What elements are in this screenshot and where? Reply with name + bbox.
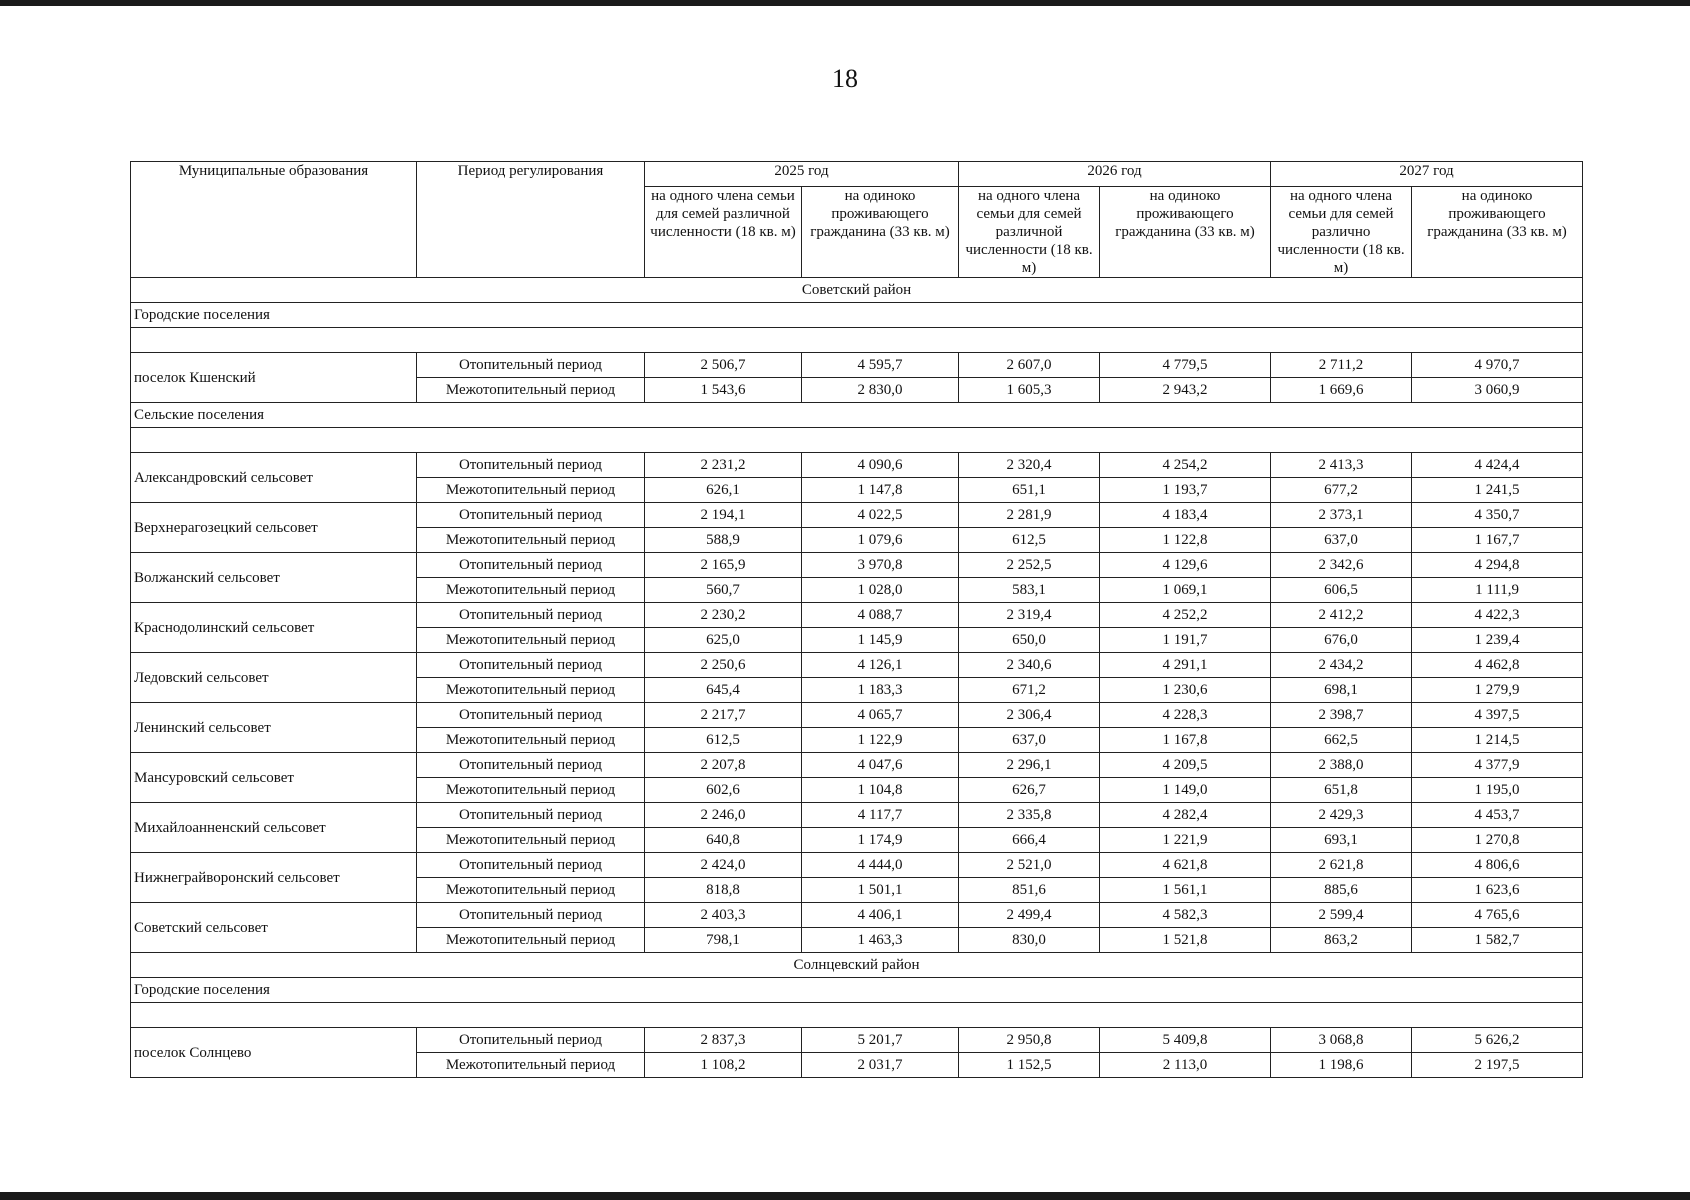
- value-cell: 1 279,9: [1412, 678, 1583, 703]
- value-cell: 2 412,2: [1271, 603, 1412, 628]
- value-cell: 693,1: [1271, 828, 1412, 853]
- period-label: Межотопительный период: [417, 728, 645, 753]
- value-cell: 5 626,2: [1412, 1028, 1583, 1053]
- value-cell: 2 207,8: [645, 753, 802, 778]
- header-year-2025: 2025 год: [645, 162, 959, 187]
- tariff-table: [130, 161, 1583, 1078]
- value-cell: 1 167,8: [1100, 728, 1271, 753]
- value-cell: 1 174,9: [802, 828, 959, 853]
- municipality-name: Михайлоанненский сельсовет: [131, 803, 417, 853]
- value-cell: 2 113,0: [1100, 1053, 1271, 1078]
- value-cell: 651,8: [1271, 778, 1412, 803]
- municipality-name: Верхнерагозецкий сельсовет: [131, 503, 417, 553]
- value-cell: 4 377,9: [1412, 753, 1583, 778]
- value-cell: 4 453,7: [1412, 803, 1583, 828]
- table-row: [131, 353, 1583, 378]
- municipality-name: Ледовский сельсовет: [131, 653, 417, 703]
- value-cell: 1 521,8: [1100, 928, 1271, 953]
- value-cell: 4 397,5: [1412, 703, 1583, 728]
- value-cell: 3 060,9: [1412, 378, 1583, 403]
- group-row: [131, 978, 1583, 1003]
- value-cell: 1 605,3: [959, 378, 1100, 403]
- value-cell: 830,0: [959, 928, 1100, 953]
- value-cell: 651,1: [959, 478, 1100, 503]
- value-cell: 1 582,7: [1412, 928, 1583, 953]
- group-name: Городские поселения: [131, 303, 1583, 328]
- period-label: Межотопительный период: [417, 478, 645, 503]
- value-cell: 4 090,6: [802, 453, 959, 478]
- value-cell: 2 031,7: [802, 1053, 959, 1078]
- value-cell: 2 342,6: [1271, 553, 1412, 578]
- value-cell: 606,5: [1271, 578, 1412, 603]
- table-row: [131, 503, 1583, 528]
- page-number: 18: [832, 64, 858, 93]
- value-cell: 602,6: [645, 778, 802, 803]
- value-cell: 666,4: [959, 828, 1100, 853]
- header-family-2026: на одного члена семьи для семей различной численности (18 кв. м): [959, 187, 1100, 278]
- value-cell: 3 970,8: [802, 553, 959, 578]
- value-cell: 4 582,3: [1100, 903, 1271, 928]
- value-cell: 637,0: [959, 728, 1100, 753]
- value-cell: 2 319,4: [959, 603, 1100, 628]
- value-cell: 637,0: [1271, 528, 1412, 553]
- value-cell: 1 543,6: [645, 378, 802, 403]
- value-cell: 612,5: [959, 528, 1100, 553]
- period-label: Отопительный период: [417, 453, 645, 478]
- value-cell: 4 129,6: [1100, 553, 1271, 578]
- table-body: [131, 278, 1583, 1078]
- value-cell: 1 239,4: [1412, 628, 1583, 653]
- value-cell: 1 561,1: [1100, 878, 1271, 903]
- spacer-row: [131, 328, 1583, 353]
- value-cell: 2 599,4: [1271, 903, 1412, 928]
- value-cell: 4 183,4: [1100, 503, 1271, 528]
- value-cell: 4 088,7: [802, 603, 959, 628]
- value-cell: 2 521,0: [959, 853, 1100, 878]
- value-cell: 1 501,1: [802, 878, 959, 903]
- period-label: Межотопительный период: [417, 378, 645, 403]
- value-cell: 4 350,7: [1412, 503, 1583, 528]
- period-label: Отопительный период: [417, 603, 645, 628]
- value-cell: 4 117,7: [802, 803, 959, 828]
- period-label: Отопительный период: [417, 353, 645, 378]
- value-cell: 650,0: [959, 628, 1100, 653]
- header-family-2027: на одного члена семьи для семей различно численности (18 кв. м): [1271, 187, 1412, 278]
- period-label: Межотопительный период: [417, 678, 645, 703]
- header-year-2026: 2026 год: [959, 162, 1271, 187]
- value-cell: 818,8: [645, 878, 802, 903]
- value-cell: 2 320,4: [959, 453, 1100, 478]
- value-cell: 2 424,0: [645, 853, 802, 878]
- table-row: [131, 753, 1583, 778]
- header-single-2025: на одиноко проживающего гражданина (33 кв. м): [802, 187, 959, 278]
- value-cell: 5 409,8: [1100, 1028, 1271, 1053]
- value-cell: 1 079,6: [802, 528, 959, 553]
- value-cell: 4 595,7: [802, 353, 959, 378]
- value-cell: 640,8: [645, 828, 802, 853]
- period-label: Межотопительный период: [417, 1053, 645, 1078]
- period-label: Отопительный период: [417, 703, 645, 728]
- value-cell: 2 413,3: [1271, 453, 1412, 478]
- value-cell: 671,2: [959, 678, 1100, 703]
- value-cell: 2 281,9: [959, 503, 1100, 528]
- value-cell: 1 214,5: [1412, 728, 1583, 753]
- value-cell: 2 230,2: [645, 603, 802, 628]
- value-cell: 2 373,1: [1271, 503, 1412, 528]
- value-cell: 4 022,5: [802, 503, 959, 528]
- value-cell: 1 195,0: [1412, 778, 1583, 803]
- value-cell: 1 111,9: [1412, 578, 1583, 603]
- header-single-2027: на одиноко проживающего гражданина (33 кв. м): [1412, 187, 1583, 278]
- table-row: [131, 853, 1583, 878]
- value-cell: 1 108,2: [645, 1053, 802, 1078]
- value-cell: 1 669,6: [1271, 378, 1412, 403]
- value-cell: 4 765,6: [1412, 903, 1583, 928]
- table-row: [131, 653, 1583, 678]
- value-cell: 2 506,7: [645, 353, 802, 378]
- header-year-2027: 2027 год: [1271, 162, 1583, 187]
- period-label: Межотопительный период: [417, 628, 645, 653]
- table-row: [131, 903, 1583, 928]
- value-cell: 2 388,0: [1271, 753, 1412, 778]
- value-cell: 662,5: [1271, 728, 1412, 753]
- value-cell: 4 209,5: [1100, 753, 1271, 778]
- value-cell: 2 194,1: [645, 503, 802, 528]
- value-cell: 2 296,1: [959, 753, 1100, 778]
- header-family-2025: на одного члена семьи для семей различной численности (18 кв. м): [645, 187, 802, 278]
- value-cell: 1 230,6: [1100, 678, 1271, 703]
- value-cell: 4 228,3: [1100, 703, 1271, 728]
- header-period: Период регулирования: [417, 162, 645, 278]
- value-cell: 625,0: [645, 628, 802, 653]
- table-row: [131, 703, 1583, 728]
- value-cell: 1 028,0: [802, 578, 959, 603]
- value-cell: 1 147,8: [802, 478, 959, 503]
- spacer-row: [131, 1003, 1583, 1028]
- value-cell: 4 444,0: [802, 853, 959, 878]
- value-cell: 583,1: [959, 578, 1100, 603]
- value-cell: 1 241,5: [1412, 478, 1583, 503]
- value-cell: 2 252,5: [959, 553, 1100, 578]
- period-label: Отопительный период: [417, 803, 645, 828]
- value-cell: 626,7: [959, 778, 1100, 803]
- value-cell: 1 191,7: [1100, 628, 1271, 653]
- value-cell: 1 149,0: [1100, 778, 1271, 803]
- value-cell: 612,5: [645, 728, 802, 753]
- value-cell: 4 779,5: [1100, 353, 1271, 378]
- district-name: Солнцевский район: [131, 953, 1583, 978]
- value-cell: 4 806,6: [1412, 853, 1583, 878]
- municipality-name: поселок Солнцево: [131, 1028, 417, 1078]
- period-label: Отопительный период: [417, 1028, 645, 1053]
- group-row: [131, 303, 1583, 328]
- value-cell: 4 462,8: [1412, 653, 1583, 678]
- value-cell: 2 250,6: [645, 653, 802, 678]
- value-cell: 2 231,2: [645, 453, 802, 478]
- value-cell: 2 621,8: [1271, 853, 1412, 878]
- value-cell: 677,2: [1271, 478, 1412, 503]
- municipality-name: Советский сельсовет: [131, 903, 417, 953]
- value-cell: 2 434,2: [1271, 653, 1412, 678]
- table-row: [131, 603, 1583, 628]
- value-cell: 4 047,6: [802, 753, 959, 778]
- value-cell: 798,1: [645, 928, 802, 953]
- scan-edge-top: [0, 0, 1690, 6]
- value-cell: 2 306,4: [959, 703, 1100, 728]
- period-label: Межотопительный период: [417, 928, 645, 953]
- value-cell: 2 429,3: [1271, 803, 1412, 828]
- value-cell: 1 069,1: [1100, 578, 1271, 603]
- value-cell: 885,6: [1271, 878, 1412, 903]
- value-cell: 4 252,2: [1100, 603, 1271, 628]
- spacer-cell: [131, 428, 1583, 453]
- value-cell: 2 607,0: [959, 353, 1100, 378]
- value-cell: 1 193,7: [1100, 478, 1271, 503]
- value-cell: 4 254,2: [1100, 453, 1271, 478]
- header-municipality: Муниципальные образования: [131, 162, 417, 278]
- value-cell: 4 294,8: [1412, 553, 1583, 578]
- value-cell: 5 201,7: [802, 1028, 959, 1053]
- value-cell: 2 197,5: [1412, 1053, 1583, 1078]
- period-label: Отопительный период: [417, 903, 645, 928]
- period-label: Отопительный период: [417, 503, 645, 528]
- value-cell: 1 270,8: [1412, 828, 1583, 853]
- value-cell: 2 499,4: [959, 903, 1100, 928]
- value-cell: 588,9: [645, 528, 802, 553]
- group-name: Городские поселения: [131, 978, 1583, 1003]
- value-cell: 1 623,6: [1412, 878, 1583, 903]
- value-cell: 4 406,1: [802, 903, 959, 928]
- value-cell: 2 711,2: [1271, 353, 1412, 378]
- value-cell: 4 424,4: [1412, 453, 1583, 478]
- municipality-name: Волжанский сельсовет: [131, 553, 417, 603]
- value-cell: 4 065,7: [802, 703, 959, 728]
- value-cell: 1 104,8: [802, 778, 959, 803]
- period-label: Межотопительный период: [417, 778, 645, 803]
- value-cell: 1 463,3: [802, 928, 959, 953]
- district-name: Советский район: [131, 278, 1583, 303]
- value-cell: 2 165,9: [645, 553, 802, 578]
- period-label: Отопительный период: [417, 853, 645, 878]
- value-cell: 4 126,1: [802, 653, 959, 678]
- scan-edge-bottom: [0, 1192, 1690, 1200]
- value-cell: 863,2: [1271, 928, 1412, 953]
- value-cell: 4 422,3: [1412, 603, 1583, 628]
- period-label: Межотопительный период: [417, 878, 645, 903]
- value-cell: 2 217,7: [645, 703, 802, 728]
- municipality-name: Краснодолинский сельсовет: [131, 603, 417, 653]
- value-cell: 2 403,3: [645, 903, 802, 928]
- municipality-name: Нижнеграйворонский сельсовет: [131, 853, 417, 903]
- period-label: Межотопительный период: [417, 578, 645, 603]
- value-cell: 4 621,8: [1100, 853, 1271, 878]
- value-cell: 2 398,7: [1271, 703, 1412, 728]
- value-cell: 1 145,9: [802, 628, 959, 653]
- value-cell: 560,7: [645, 578, 802, 603]
- table-row: [131, 453, 1583, 478]
- period-label: Отопительный период: [417, 553, 645, 578]
- district-row: [131, 278, 1583, 303]
- value-cell: 1 122,9: [802, 728, 959, 753]
- value-cell: 626,1: [645, 478, 802, 503]
- value-cell: 4 282,4: [1100, 803, 1271, 828]
- value-cell: 1 183,3: [802, 678, 959, 703]
- period-label: Отопительный период: [417, 653, 645, 678]
- value-cell: 2 335,8: [959, 803, 1100, 828]
- value-cell: 1 221,9: [1100, 828, 1271, 853]
- value-cell: 2 830,0: [802, 378, 959, 403]
- value-cell: 1 167,7: [1412, 528, 1583, 553]
- value-cell: 2 246,0: [645, 803, 802, 828]
- municipality-name: Мансуровский сельсовет: [131, 753, 417, 803]
- value-cell: 2 943,2: [1100, 378, 1271, 403]
- value-cell: 2 950,8: [959, 1028, 1100, 1053]
- period-label: Межотопительный период: [417, 828, 645, 853]
- period-label: Межотопительный период: [417, 528, 645, 553]
- group-name: Сельские поселения: [131, 403, 1583, 428]
- spacer-cell: [131, 328, 1583, 353]
- table-row: [131, 1028, 1583, 1053]
- spacer-row: [131, 428, 1583, 453]
- value-cell: 3 068,8: [1271, 1028, 1412, 1053]
- municipality-name: Александровский сельсовет: [131, 453, 417, 503]
- value-cell: 698,1: [1271, 678, 1412, 703]
- value-cell: 4 970,7: [1412, 353, 1583, 378]
- value-cell: 1 198,6: [1271, 1053, 1412, 1078]
- district-row: [131, 953, 1583, 978]
- value-cell: 676,0: [1271, 628, 1412, 653]
- table-row: [131, 803, 1583, 828]
- spacer-cell: [131, 1003, 1583, 1028]
- value-cell: 851,6: [959, 878, 1100, 903]
- period-label: Отопительный период: [417, 753, 645, 778]
- municipality-name: Ленинский сельсовет: [131, 703, 417, 753]
- value-cell: 1 122,8: [1100, 528, 1271, 553]
- value-cell: 1 152,5: [959, 1053, 1100, 1078]
- value-cell: 2 340,6: [959, 653, 1100, 678]
- value-cell: 4 291,1: [1100, 653, 1271, 678]
- group-row: [131, 403, 1583, 428]
- municipality-name: поселок Кшенский: [131, 353, 417, 403]
- table-row: [131, 553, 1583, 578]
- header-single-2026: на одиноко проживающего гражданина (33 кв. м): [1100, 187, 1271, 278]
- value-cell: 2 837,3: [645, 1028, 802, 1053]
- value-cell: 645,4: [645, 678, 802, 703]
